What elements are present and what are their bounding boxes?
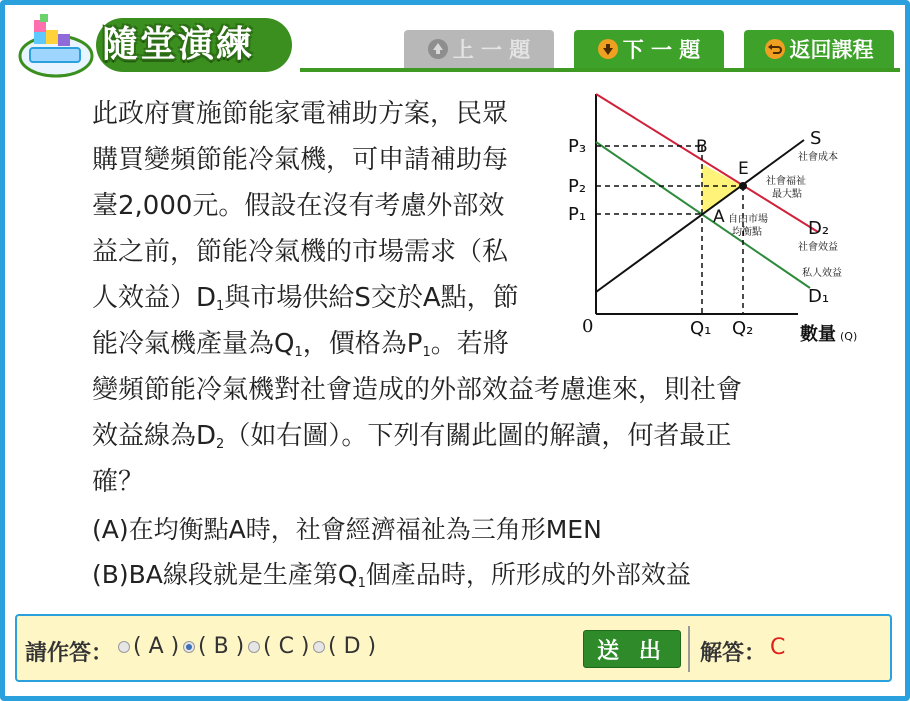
answer-value: C bbox=[770, 635, 786, 660]
label-p1: P₁ bbox=[568, 204, 587, 225]
label-e-desc2: 最大點 bbox=[772, 189, 802, 200]
radio-b[interactable] bbox=[183, 641, 195, 653]
prev-question-label: 上 一 題 bbox=[452, 38, 531, 62]
back-to-course-button[interactable] bbox=[744, 30, 894, 68]
label-s: S bbox=[810, 128, 822, 149]
label-d1-desc: 私人效益 bbox=[802, 268, 842, 279]
text-segment: (B)BA線段就是生產第Q bbox=[92, 560, 358, 589]
question-line bbox=[92, 413, 731, 468]
text-segment: 個產品時，所形成的外部效益 bbox=[365, 560, 691, 589]
externality-diagram bbox=[560, 92, 870, 352]
label-a-desc1: 自由市場 bbox=[728, 214, 768, 225]
text-segment: 能冷氣機產量為Q bbox=[92, 329, 295, 359]
back-to-course-label: 返回課程 bbox=[789, 38, 874, 62]
label-x-unit: (Q) bbox=[840, 330, 858, 343]
choice-c-label: ( C ) bbox=[263, 634, 310, 659]
subscript: 1 bbox=[294, 345, 303, 360]
label-d2-desc: 社會效益 bbox=[798, 242, 838, 253]
subscript: 1 bbox=[357, 576, 366, 591]
next-question-label: 下 一 題 bbox=[622, 38, 701, 62]
choice-a-label: ( A ) bbox=[133, 634, 180, 659]
question-line: 此政府實施節能家電補助方案，民眾 bbox=[92, 99, 509, 129]
answer-label: 解答： bbox=[700, 641, 767, 666]
prev-question-button[interactable] bbox=[404, 30, 554, 68]
question-line: 益之前，節能冷氣機的市場需求（私 bbox=[92, 237, 509, 267]
label-a: A bbox=[713, 207, 725, 227]
label-p2: P₂ bbox=[568, 176, 587, 197]
return-icon bbox=[765, 39, 785, 59]
choice-d[interactable] bbox=[313, 634, 376, 659]
choice-b-label: ( B ) bbox=[198, 634, 245, 659]
next-question-button[interactable] bbox=[574, 30, 724, 68]
label-x-axis: 數量 bbox=[800, 324, 836, 345]
text-segment: （如右圖）。下列有關此圖的解讀，何者最正 bbox=[224, 421, 732, 451]
option-b bbox=[92, 555, 691, 591]
point-e bbox=[739, 182, 747, 190]
label-origin: 0 bbox=[582, 316, 594, 337]
option-a: (A)在均衡點A時，社會經濟福祉為三角形MEN bbox=[92, 515, 602, 544]
subscript: 1 bbox=[216, 299, 225, 314]
label-e-desc1: 社會福祉 bbox=[766, 176, 806, 187]
label-s-desc: 社會成本 bbox=[798, 152, 838, 163]
answer-divider bbox=[688, 626, 690, 672]
answer-prompt: 請作答： bbox=[25, 641, 114, 666]
label-p3: P₃ bbox=[568, 136, 587, 157]
label-b: B bbox=[696, 137, 708, 157]
arrow-down-icon bbox=[598, 39, 618, 59]
text-segment: 效益線為D bbox=[92, 421, 217, 451]
label-q1: Q₁ bbox=[690, 318, 712, 339]
arrow-up-icon bbox=[428, 39, 448, 59]
choice-d-label: ( D ) bbox=[328, 634, 377, 659]
question-line: 變頻節能冷氣機對社會造成的外部效益考慮進來，則社會 bbox=[92, 375, 743, 405]
choice-b[interactable] bbox=[183, 634, 244, 659]
page-title: 隨堂演練 bbox=[102, 24, 255, 65]
header-divider bbox=[300, 68, 900, 72]
question-line: 確？ bbox=[92, 467, 145, 497]
radio-c[interactable] bbox=[248, 641, 260, 653]
text-segment: ，價格為P bbox=[302, 329, 423, 359]
text-segment: 。若將 bbox=[430, 329, 509, 359]
text-segment: 與市場供給S交於A點，節 bbox=[224, 283, 519, 313]
label-a-desc2: 均衡點 bbox=[732, 227, 762, 238]
blocks-logo-icon bbox=[16, 12, 100, 78]
submit-button[interactable]: 送 出 bbox=[583, 630, 681, 668]
subscript: 1 bbox=[422, 345, 431, 360]
label-q2: Q₂ bbox=[732, 318, 754, 339]
label-e: E bbox=[738, 159, 749, 179]
text-segment: 人效益）D bbox=[92, 283, 217, 313]
radio-a[interactable] bbox=[118, 641, 130, 653]
label-d2: D₂ bbox=[808, 218, 830, 239]
choice-a[interactable] bbox=[118, 634, 179, 659]
question-line: 臺2,000元。假設在沒有考慮外部效 bbox=[92, 191, 505, 221]
radio-d[interactable] bbox=[313, 641, 325, 653]
question-line: 購買變頻節能冷氣機，可申請補助每 bbox=[92, 145, 509, 175]
label-d1: D₁ bbox=[808, 286, 830, 307]
header bbox=[0, 0, 910, 80]
choice-c[interactable] bbox=[248, 634, 310, 659]
subscript: 2 bbox=[216, 437, 225, 452]
